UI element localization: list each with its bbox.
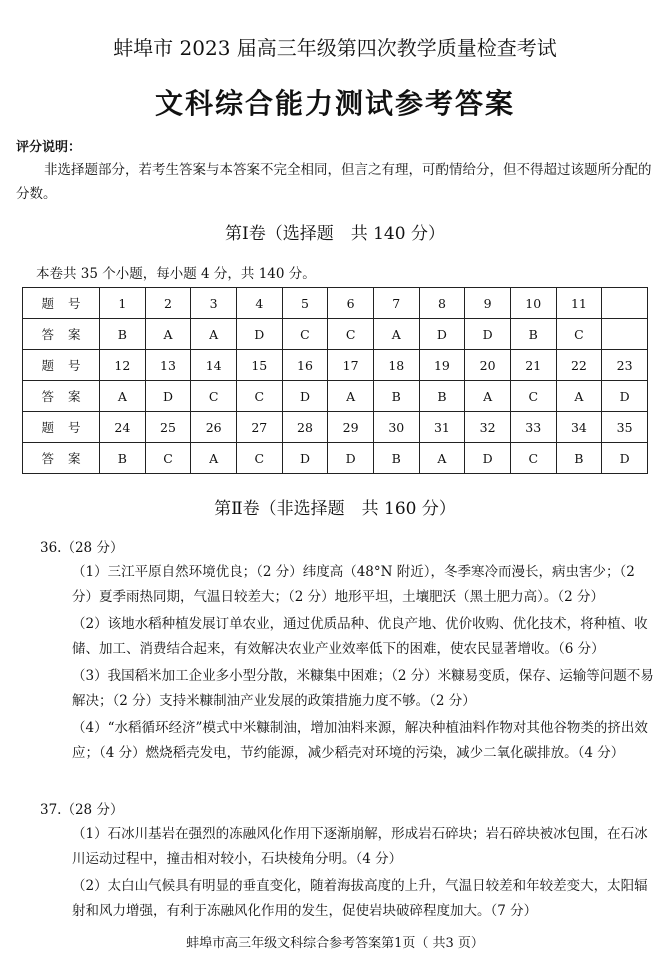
question-number: 12 [100, 350, 146, 381]
question-number: 31 [419, 412, 465, 443]
section1-intro: 本卷共 35 个小题，每小题 4 分，共 140 分。 [36, 266, 316, 282]
answer-cell: D [236, 319, 282, 350]
answer-cell: B [373, 443, 419, 474]
answer-cell: A [465, 381, 511, 412]
answer-cell: B [100, 319, 146, 350]
table-row [23, 319, 648, 350]
question-number: 9 [465, 288, 511, 319]
answer-cell: A [556, 381, 602, 412]
exam-header-title: 蚌埠市 2023 届高三年级第四次教学质量检查考试 [113, 36, 557, 60]
answer-cell: A [419, 443, 465, 474]
question-number: 29 [328, 412, 374, 443]
row-label: 题号 [23, 350, 100, 381]
answer-cell: B [419, 381, 465, 412]
answer-cell: C [191, 381, 237, 412]
question-number: 21 [510, 350, 556, 381]
question-number [602, 288, 648, 319]
row-label: 答案 [23, 319, 100, 350]
question-number: 27 [236, 412, 282, 443]
question-number: 5 [282, 288, 328, 319]
question-number: 20 [465, 350, 511, 381]
answer-cell: B [510, 319, 556, 350]
q36-part2: （2）该地水稻种植发展订单农业，通过优质品种、优良产地、优价收购、优化技术，将种植、收储、加工、消费结合起来，有效解决农业产业效率低下的困难，使农民显著增收。（6 分） [72, 616, 648, 657]
table-row [23, 412, 648, 443]
answer-cell: D [145, 381, 191, 412]
answer-cell: C [145, 443, 191, 474]
answer-cell: A [145, 319, 191, 350]
answer-cell: A [328, 381, 374, 412]
question-number: 6 [328, 288, 374, 319]
table-row [23, 350, 648, 381]
question-number: 4 [236, 288, 282, 319]
row-label: 答案 [23, 381, 100, 412]
answer-cell: B [100, 443, 146, 474]
answer-cell: D [465, 443, 511, 474]
answer-cell: D [602, 443, 648, 474]
answer-cell: C [510, 381, 556, 412]
answer-cell: C [282, 319, 328, 350]
answer-cell: C [510, 443, 556, 474]
answer-key-title: 文科综合能力测试参考答案 [154, 87, 515, 120]
question-36-number: 36.（28 分） [40, 540, 124, 556]
answer-cell: C [236, 443, 282, 474]
q36-part3: （3）我国稻米加工企业多小型分散，米糠集中困难；（2 分）米糠易变质，保存、运输等问题不易解决；（2 分）支持米糠制油产业发展的政策措施力度不够。（2 分） [72, 668, 654, 709]
table-row [23, 288, 648, 319]
scoring-text: 非选择题部分，若考生答案与本答案不完全相同，但言之有理，可酌情给分，但不得超过该题所分配的分数。 [16, 162, 652, 202]
question-number: 7 [373, 288, 419, 319]
q36-part4: （4）“水稻循环经济”模式中米糠制油，增加油料来源，解决种植油料作物对其他谷物类的挤出效应；（4 分）燃烧稻壳发电，节约能源，减少稻壳对环境的污染，减少二氧化碳排放。（4 分） [72, 720, 648, 761]
answer-cell: C [328, 319, 374, 350]
question-number: 15 [236, 350, 282, 381]
question-37-number: 37.（28 分） [40, 802, 124, 818]
section2-title: 第Ⅱ卷（非选择题 共 160 分） [214, 499, 456, 519]
answer-cell: D [282, 443, 328, 474]
question-number: 32 [465, 412, 511, 443]
question-number: 35 [602, 412, 648, 443]
question-number: 11 [556, 288, 602, 319]
question-number: 24 [100, 412, 146, 443]
page-footer: 蚌埠市高三年级文科综合参考答案第1页（ 共3 页） [186, 936, 484, 951]
question-number: 16 [282, 350, 328, 381]
row-label: 题号 [23, 412, 100, 443]
answer-cell: C [236, 381, 282, 412]
q36-part1: （1）三江平原自然环境优良；（2 分）纬度高（48°N 附近），冬季寒冷而漫长，病虫害少；（2 分）夏季雨热同期，气温日较差大；（2 分）地形平坦，土壤肥沃（黑土肥力高）。（2 分） [72, 564, 635, 605]
answer-cell: A [373, 319, 419, 350]
answer-cell: D [282, 381, 328, 412]
table-row [23, 443, 648, 474]
row-label: 答案 [23, 443, 100, 474]
question-number: 28 [282, 412, 328, 443]
q37-part2: （2）太白山气候具有明显的垂直变化，随着海拔高度的上升，气温日较差和年较差变大，太阳辐射和风力增强，有利于冻融风化作用的发生，促使岩块破碎程度加大。（7 分） [72, 878, 648, 919]
question-number: 19 [419, 350, 465, 381]
answer-table [22, 287, 648, 474]
answer-cell: C [556, 319, 602, 350]
question-number: 23 [602, 350, 648, 381]
answer-cell: D [602, 381, 648, 412]
section1-title: 第Ⅰ卷（选择题 共 140 分） [225, 224, 445, 244]
question-number: 3 [191, 288, 237, 319]
question-number: 1 [100, 288, 146, 319]
question-number: 13 [145, 350, 191, 381]
question-number: 18 [373, 350, 419, 381]
scoring-label: 评分说明： [16, 140, 82, 155]
question-number: 8 [419, 288, 465, 319]
question-number: 34 [556, 412, 602, 443]
answer-cell: A [191, 443, 237, 474]
table-row [23, 381, 648, 412]
question-number: 10 [510, 288, 556, 319]
q37-part1: （1）石冰川基岩在强烈的冻融风化作用下逐渐崩解，形成岩石碎块；岩石碎块被冰包围，在石冰川运动过程中，撞击相对较小，石块棱角分明。（4 分） [72, 826, 648, 867]
row-label: 题号 [23, 288, 100, 319]
question-number: 14 [191, 350, 237, 381]
answer-cell: A [191, 319, 237, 350]
question-number: 25 [145, 412, 191, 443]
answer-cell: D [328, 443, 374, 474]
answer-cell: B [373, 381, 419, 412]
answer-cell: D [419, 319, 465, 350]
question-number: 17 [328, 350, 374, 381]
question-number: 22 [556, 350, 602, 381]
answer-cell [602, 319, 648, 350]
question-number: 33 [510, 412, 556, 443]
question-number: 26 [191, 412, 237, 443]
answer-cell: D [465, 319, 511, 350]
answer-cell: A [100, 381, 146, 412]
answer-cell: B [556, 443, 602, 474]
question-number: 2 [145, 288, 191, 319]
question-number: 30 [373, 412, 419, 443]
